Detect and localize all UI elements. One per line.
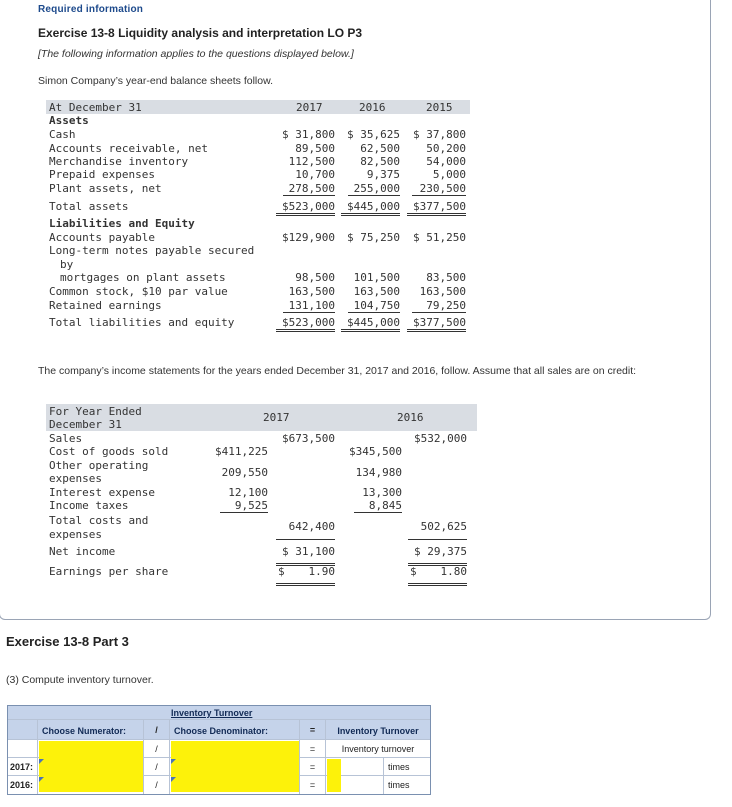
bs-value: 104,750 [348, 299, 400, 313]
slash-cell: / [144, 776, 170, 794]
bs-value: 131,100 [283, 299, 335, 313]
is-value: $ 29,375 [408, 545, 467, 566]
bs-value: $ 75,250 [347, 231, 400, 244]
is-value: 209,550 [221, 466, 268, 479]
bs-value: $ 51,250 [413, 231, 466, 244]
bs-value: $445,000 [341, 200, 400, 216]
year-label-2016: 2016: [8, 776, 38, 794]
bs-value: 10,700 [295, 168, 335, 181]
table-title: Inventory Turnover [171, 708, 253, 718]
bs-row-label: Plant assets, net [49, 182, 162, 195]
is-row-label: Net income [49, 545, 116, 558]
equals-header: = [300, 720, 326, 740]
bs-value: 101,500 [353, 271, 400, 284]
bs-value: $ 35,625 [347, 128, 400, 141]
is-value: 13,300 [362, 486, 402, 499]
dropdown-marker-icon [171, 759, 176, 764]
bs-value: 62,500 [360, 142, 400, 155]
highlight-result [327, 759, 341, 792]
is-row-label: Total costs and [49, 514, 149, 527]
bs-value: 163,500 [419, 285, 466, 298]
is-value: $345,500 [349, 445, 402, 458]
bs-header-label: At December 31 [49, 101, 142, 114]
bs-value: 163,500 [353, 285, 400, 298]
unit-label: times [384, 758, 430, 776]
bs-value: 278,500 [283, 182, 335, 196]
bs-row-label: Total liabilities and equity [49, 316, 235, 329]
bs-value: 112,500 [288, 155, 335, 168]
bs-value: 163,500 [288, 285, 335, 298]
inventory-turnover-table [7, 705, 431, 795]
equals-cell: = [300, 740, 326, 758]
bs-value: 54,000 [426, 155, 466, 168]
is-eps-symbol: $ [410, 565, 417, 578]
bs-value: 255,000 [348, 182, 400, 196]
equals-cell: = [300, 776, 326, 794]
is-row-label: Earnings per share [49, 565, 169, 578]
bs-value: $523,000 [276, 200, 335, 216]
is-year-2016: 2016 [397, 411, 424, 424]
bs-row-label: Prepaid expenses [49, 168, 155, 181]
bs-row-label: Common stock, $10 par value [49, 285, 228, 298]
assets-heading: Assets [49, 114, 89, 127]
is-row-label: Other operating [49, 459, 149, 472]
is-value: 9,525 [220, 499, 268, 513]
bs-value: $377,500 [407, 316, 466, 332]
is-row-label: Income taxes [49, 499, 129, 512]
year-label-2017: 2017: [8, 758, 38, 776]
bs-value: $ 37,800 [413, 128, 466, 141]
bs-year-2015: 2015 [426, 101, 453, 114]
bs-value: 82,500 [360, 155, 400, 168]
is-year-2017: 2017 [263, 411, 290, 424]
bs-value: $129,900 [282, 231, 335, 244]
is-row-label: Sales [49, 432, 83, 445]
bs-value: 83,500 [426, 271, 466, 284]
bs-value: $377,500 [407, 200, 466, 216]
is-header-label: For Year Ended [49, 405, 142, 418]
is-row-label: Cost of goods sold [49, 445, 169, 458]
bs-row-label: Accounts payable [49, 231, 155, 244]
exercise-note: [The following information applies to the questions displayed below.] [38, 48, 354, 60]
income-statement-intro: The company’s income statements for the years ended December 31, 2017 and 2016, follow. Assume that all sales are on credit: [38, 365, 637, 377]
is-value: 1.90 [276, 565, 335, 586]
is-value: 8,845 [354, 499, 402, 513]
highlight-denominator [171, 741, 299, 792]
is-value: 502,625 [408, 520, 467, 540]
bs-row-label: Long-term notes payable secured [49, 244, 255, 257]
is-eps-symbol: $ [278, 565, 285, 578]
equals-cell: = [300, 758, 326, 776]
balance-sheet-intro: Simon Company’s year-end balance sheets follow. [38, 75, 274, 87]
exercise-title: Exercise 13-8 Liquidity analysis and interpretation LO P3 [38, 26, 363, 40]
denominator-header: Choose Denominator: [170, 720, 300, 740]
bs-value: 230,500 [412, 182, 466, 196]
bs-value: 98,500 [295, 271, 335, 284]
highlight-numerator [39, 741, 143, 792]
result-subheader: Inventory turnover [326, 740, 430, 758]
dropdown-marker-icon [171, 777, 176, 782]
bs-value: 9,375 [366, 168, 400, 181]
bs-value: 79,250 [412, 299, 466, 313]
slash-header: / [144, 720, 170, 740]
year-header-cell [8, 720, 38, 740]
is-value: 1.80 [408, 565, 467, 586]
bs-row-label: Merchandise inventory [49, 155, 189, 168]
bs-row-label-cont: by [60, 258, 74, 271]
bs-value: 5,000 [432, 168, 466, 181]
bs-value: $ 31,800 [282, 128, 335, 141]
is-row-label: Interest expense [49, 486, 155, 499]
bs-value: $445,000 [341, 316, 400, 332]
result-header: Inventory Turnover [326, 720, 430, 740]
bs-year-2016: 2016 [359, 101, 386, 114]
bs-row-label-cont: mortgages on plant assets [60, 271, 226, 284]
is-value: 134,980 [355, 466, 402, 479]
is-value: 12,100 [228, 486, 268, 499]
is-value: $ 31,100 [276, 545, 335, 566]
is-value: $411,225 [215, 445, 268, 458]
is-row-label-cont: expenses [49, 472, 102, 485]
is-value: $673,500 [282, 432, 335, 445]
part-question: (3) Compute inventory turnover. [6, 674, 154, 686]
is-value: 642,400 [276, 520, 335, 540]
numerator-header: Choose Numerator: [38, 720, 144, 740]
bs-value: 89,500 [295, 142, 335, 155]
bs-year-2017: 2017 [296, 101, 323, 114]
bs-row-label: Cash [49, 128, 76, 141]
year-cell [8, 740, 38, 758]
slash-cell: / [144, 758, 170, 776]
bs-value: 50,200 [426, 142, 466, 155]
bs-row-label: Retained earnings [49, 299, 162, 312]
table-title-row [8, 706, 430, 720]
slash-cell: / [144, 740, 170, 758]
is-header-label: December 31 [49, 418, 122, 431]
is-row-label-cont: expenses [49, 528, 102, 541]
is-value: $532,000 [414, 432, 467, 445]
required-information-label: Required information [38, 4, 144, 15]
unit-label: times [388, 780, 410, 790]
part-title: Exercise 13-8 Part 3 [6, 634, 129, 649]
bs-row-label: Accounts receivable, net [49, 142, 208, 155]
bs-value: $523,000 [276, 316, 335, 332]
bs-row-label: Total assets [49, 200, 129, 213]
dropdown-marker-icon [39, 759, 44, 764]
liabilities-heading: Liabilities and Equity [49, 217, 195, 230]
dropdown-marker-icon [39, 777, 44, 782]
